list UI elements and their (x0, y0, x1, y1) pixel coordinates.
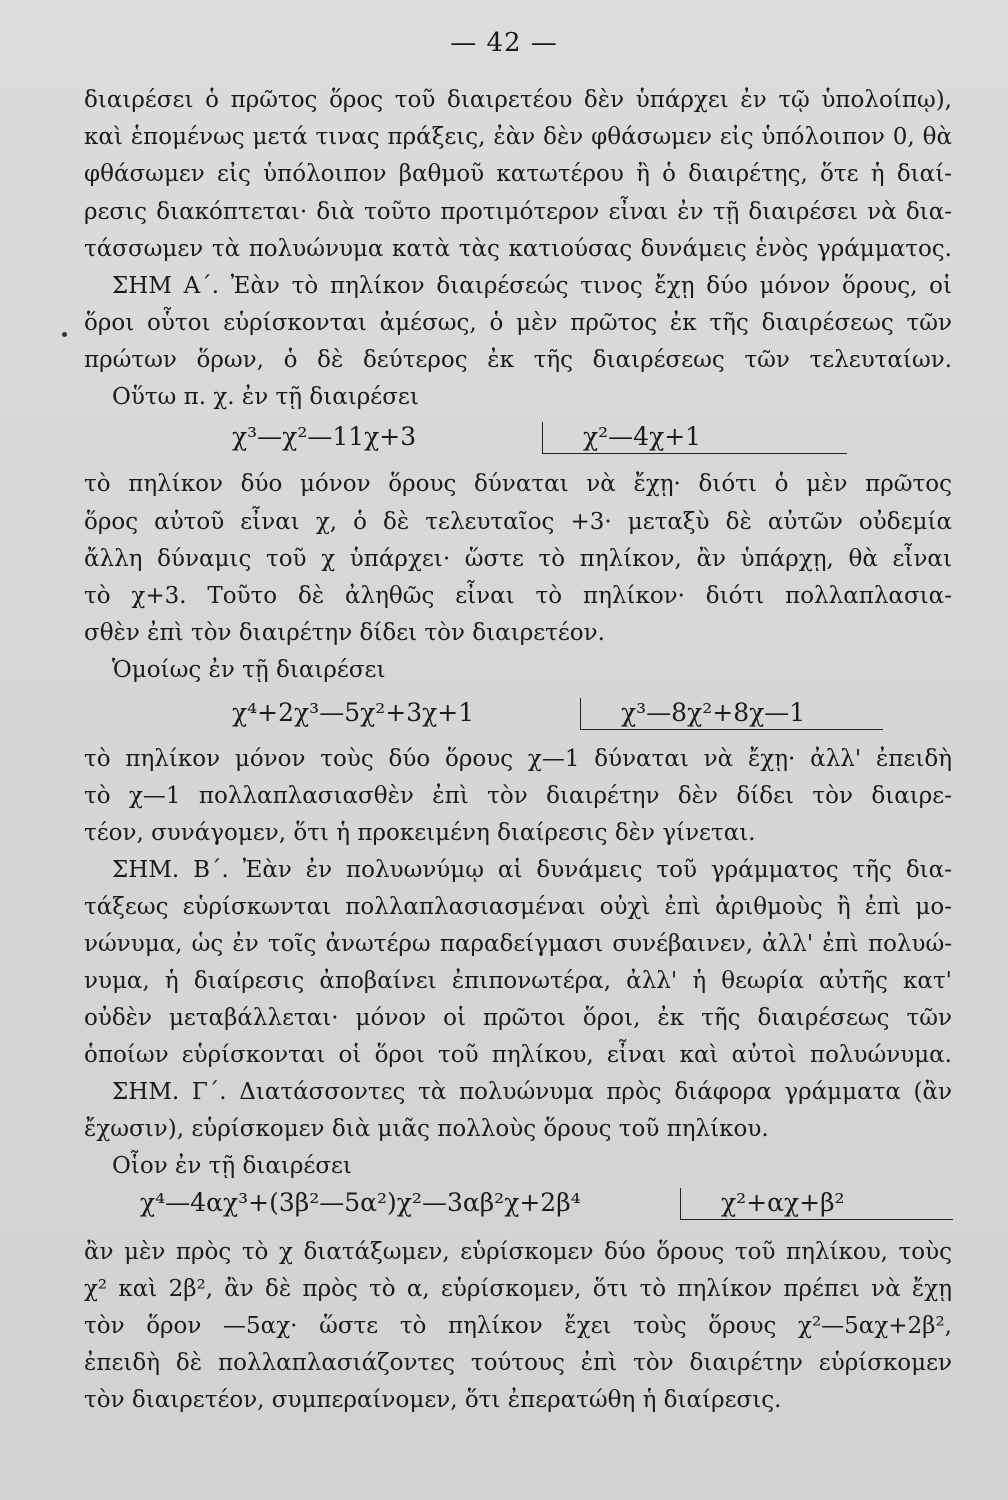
text-line: ὅροι οὗτοι εὑρίσκονται ἀμέσως, ὁ μὲν πρῶτος ἐκ τῆς διαιρέσεως τῶν (84, 310, 952, 336)
division-2-dividend: χ⁴+2χ³—5χ²+3χ+1 (232, 698, 475, 727)
division-1-divisor: χ²—4χ+1 (542, 422, 847, 454)
text-line: ὅρος αὐτοῦ εἶναι χ, ὁ δὲ τελευταῖος +3· μεταξὺ δὲ αὐτῶν οὐδεμία (84, 509, 952, 535)
text-line: τὸν διαιρετέον, συμπεραίνομεν, ὅτι ἐπερατώθη ἡ διαίρεσις. (84, 1387, 782, 1413)
text-line: τάσσωμεν τὰ πολυώνυμα κατὰ τὰς κατιούσας δυνάμεις ἑνὸς γράμματος. (84, 236, 952, 262)
text-line: πρώτων ὅρων, ὁ δὲ δεύτερος ἐκ τῆς διαιρέσεως τῶν τελευταίων. (84, 347, 952, 373)
text-line: ἄλλη δύναμις τοῦ χ ὑπάρχει· ὥστε τὸ πηλίκον, ἂν ὑπάρχῃ, θὰ εἶναι (84, 546, 952, 572)
text-line: ἔχωσιν), εὑρίσκομεν διὰ μιᾶς πολλοὺς ὅρους τοῦ πηλίκου. (84, 1116, 769, 1142)
text-line: διαιρέσει ὁ πρῶτος ὅρος τοῦ διαιρετέου δὲν ὑπάρχει ἐν τῷ ὑπολοίπῳ), (84, 87, 952, 113)
text-line: ἂν μὲν πρὸς τὸ χ διατάξωμεν, εὑρίσκομεν δύο ὅρους τοῦ πηλίκου, τοὺς (84, 1239, 952, 1265)
text-line: νώνυμα, ὡς ἐν τοῖς ἀνωτέρω παραδείγμασι συνέβαινεν, ἀλλ' ἐπὶ πολυώ- (84, 931, 952, 957)
text-line: τὸ χ+3. Τοῦτο δὲ ἀληθῶς εἶναι τὸ πηλίκον· διότι πολλαπλασια- (84, 583, 952, 609)
text-line: νυμα, ἡ διαίρεσις ἀποβαίνει ἐπιπονωτέρα, ἀλλ' ἡ θεωρία αὐτῆς κατ' (84, 968, 952, 994)
text-line: ΣΗΜ. Γ΄. Διατάσσοντες τὰ πολυώνυμα πρὸς διάφορα γράμματα (ἂν (112, 1079, 952, 1105)
division-2-divisor: χ³—8χ²+8χ—1 (580, 698, 883, 730)
text-line: φθάσωμεν εἰς ὑπόλοιπον βαθμοῦ κατωτέρου ἢ ὁ διαιρέτης, ὅτε ἡ διαί- (84, 161, 952, 187)
text-line: σθὲν ἐπὶ τὸν διαιρέτην δίδει τὸν διαιρετέον. (84, 620, 605, 646)
text-line: ΣΗΜ Α΄. Ἐὰν τὸ πηλίκον διαιρέσεώς τινος ἔχῃ δύο μόνον ὅρους, οἱ (112, 273, 952, 299)
text-line: ἐπειδὴ δὲ πολλαπλασιάζοντες τούτους ἐπὶ τὸν διαιρέτην εὑρίσκομεν (84, 1350, 952, 1376)
margin-dot (62, 332, 67, 337)
page-number: — 42 — (450, 28, 558, 58)
text-line: Οὕτω π. χ. ἐν τῇ διαιρέσει (112, 384, 419, 410)
division-3-dividend: χ⁴—4αχ³+(3β²—5α²)χ²—3αβ²χ+2β⁴ (140, 1188, 581, 1217)
text-line: Ὁμοίως ἐν τῇ διαιρέσει (112, 657, 386, 683)
text-line: τὸ χ—1 πολλαπλασιασθὲν ἐπὶ τὸν διαιρέτην δὲν δίδει τὸν διαιρε- (84, 783, 952, 809)
text-line: ΣΗΜ. Β΄. Ἐὰν ἐν πολυωνύμῳ αἱ δυνάμεις τοῦ γράμματος τῆς δια- (112, 857, 952, 883)
text-line: Οἷον ἐν τῇ διαιρέσει (112, 1153, 352, 1179)
text-line: τὸ πηλίκον δύο μόνον ὅρους δύναται νὰ ἔχῃ· διότι ὁ μὲν πρῶτος (84, 471, 952, 497)
text-line: οὐδὲν μεταβάλλεται· μόνον οἱ πρῶτοι ὅροι, ἐκ τῆς διαιρέσεως τῶν (84, 1005, 952, 1031)
text-line: ὁποίων εὑρίσκονται οἱ ὅροι τοῦ πηλίκου, εἶναι καὶ αὐτοὶ πολυώνυμα. (84, 1042, 952, 1068)
text-line: ρεσις διακόπτεται· διὰ τοῦτο προτιμότερον εἶναι ἐν τῇ διαιρέσει νὰ δια- (84, 199, 952, 225)
text-line: χ² καὶ 2β², ἂν δὲ πρὸς τὸ α, εὑρίσκομεν, ὅτι τὸ πηλίκον πρέπει νὰ ἔχῃ (84, 1276, 952, 1302)
text-line: τάξεως εὑρίσκωνται πολλαπλασιασμέναι οὐχὶ ἐπὶ ἀριθμοὺς ἢ ἐπὶ μο- (84, 894, 952, 920)
text-line: τὸ πηλίκον μόνον τοὺς δύο ὅρους χ—1 δύναται νὰ ἔχῃ· ἀλλ' ἐπειδὴ (84, 746, 952, 772)
text-line: τέον, συνάγομεν, ὅτι ἡ προκειμένη διαίρεσις δὲν γίνεται. (84, 820, 756, 846)
text-line: καὶ ἑπομένως μετά τινας πράξεις, ἐὰν δὲν φθάσωμεν εἰς ὑπόλοιπον 0, θὰ (84, 124, 952, 150)
division-1-dividend: χ³—χ²—11χ+3 (232, 422, 417, 451)
division-3-divisor: χ²+αχ+β² (680, 1188, 953, 1220)
text-line: τὸν ὅρον —5αχ· ὥστε τὸ πηλίκον ἔχει τοὺς ὅρους χ²—5αχ+2β², (84, 1313, 952, 1339)
